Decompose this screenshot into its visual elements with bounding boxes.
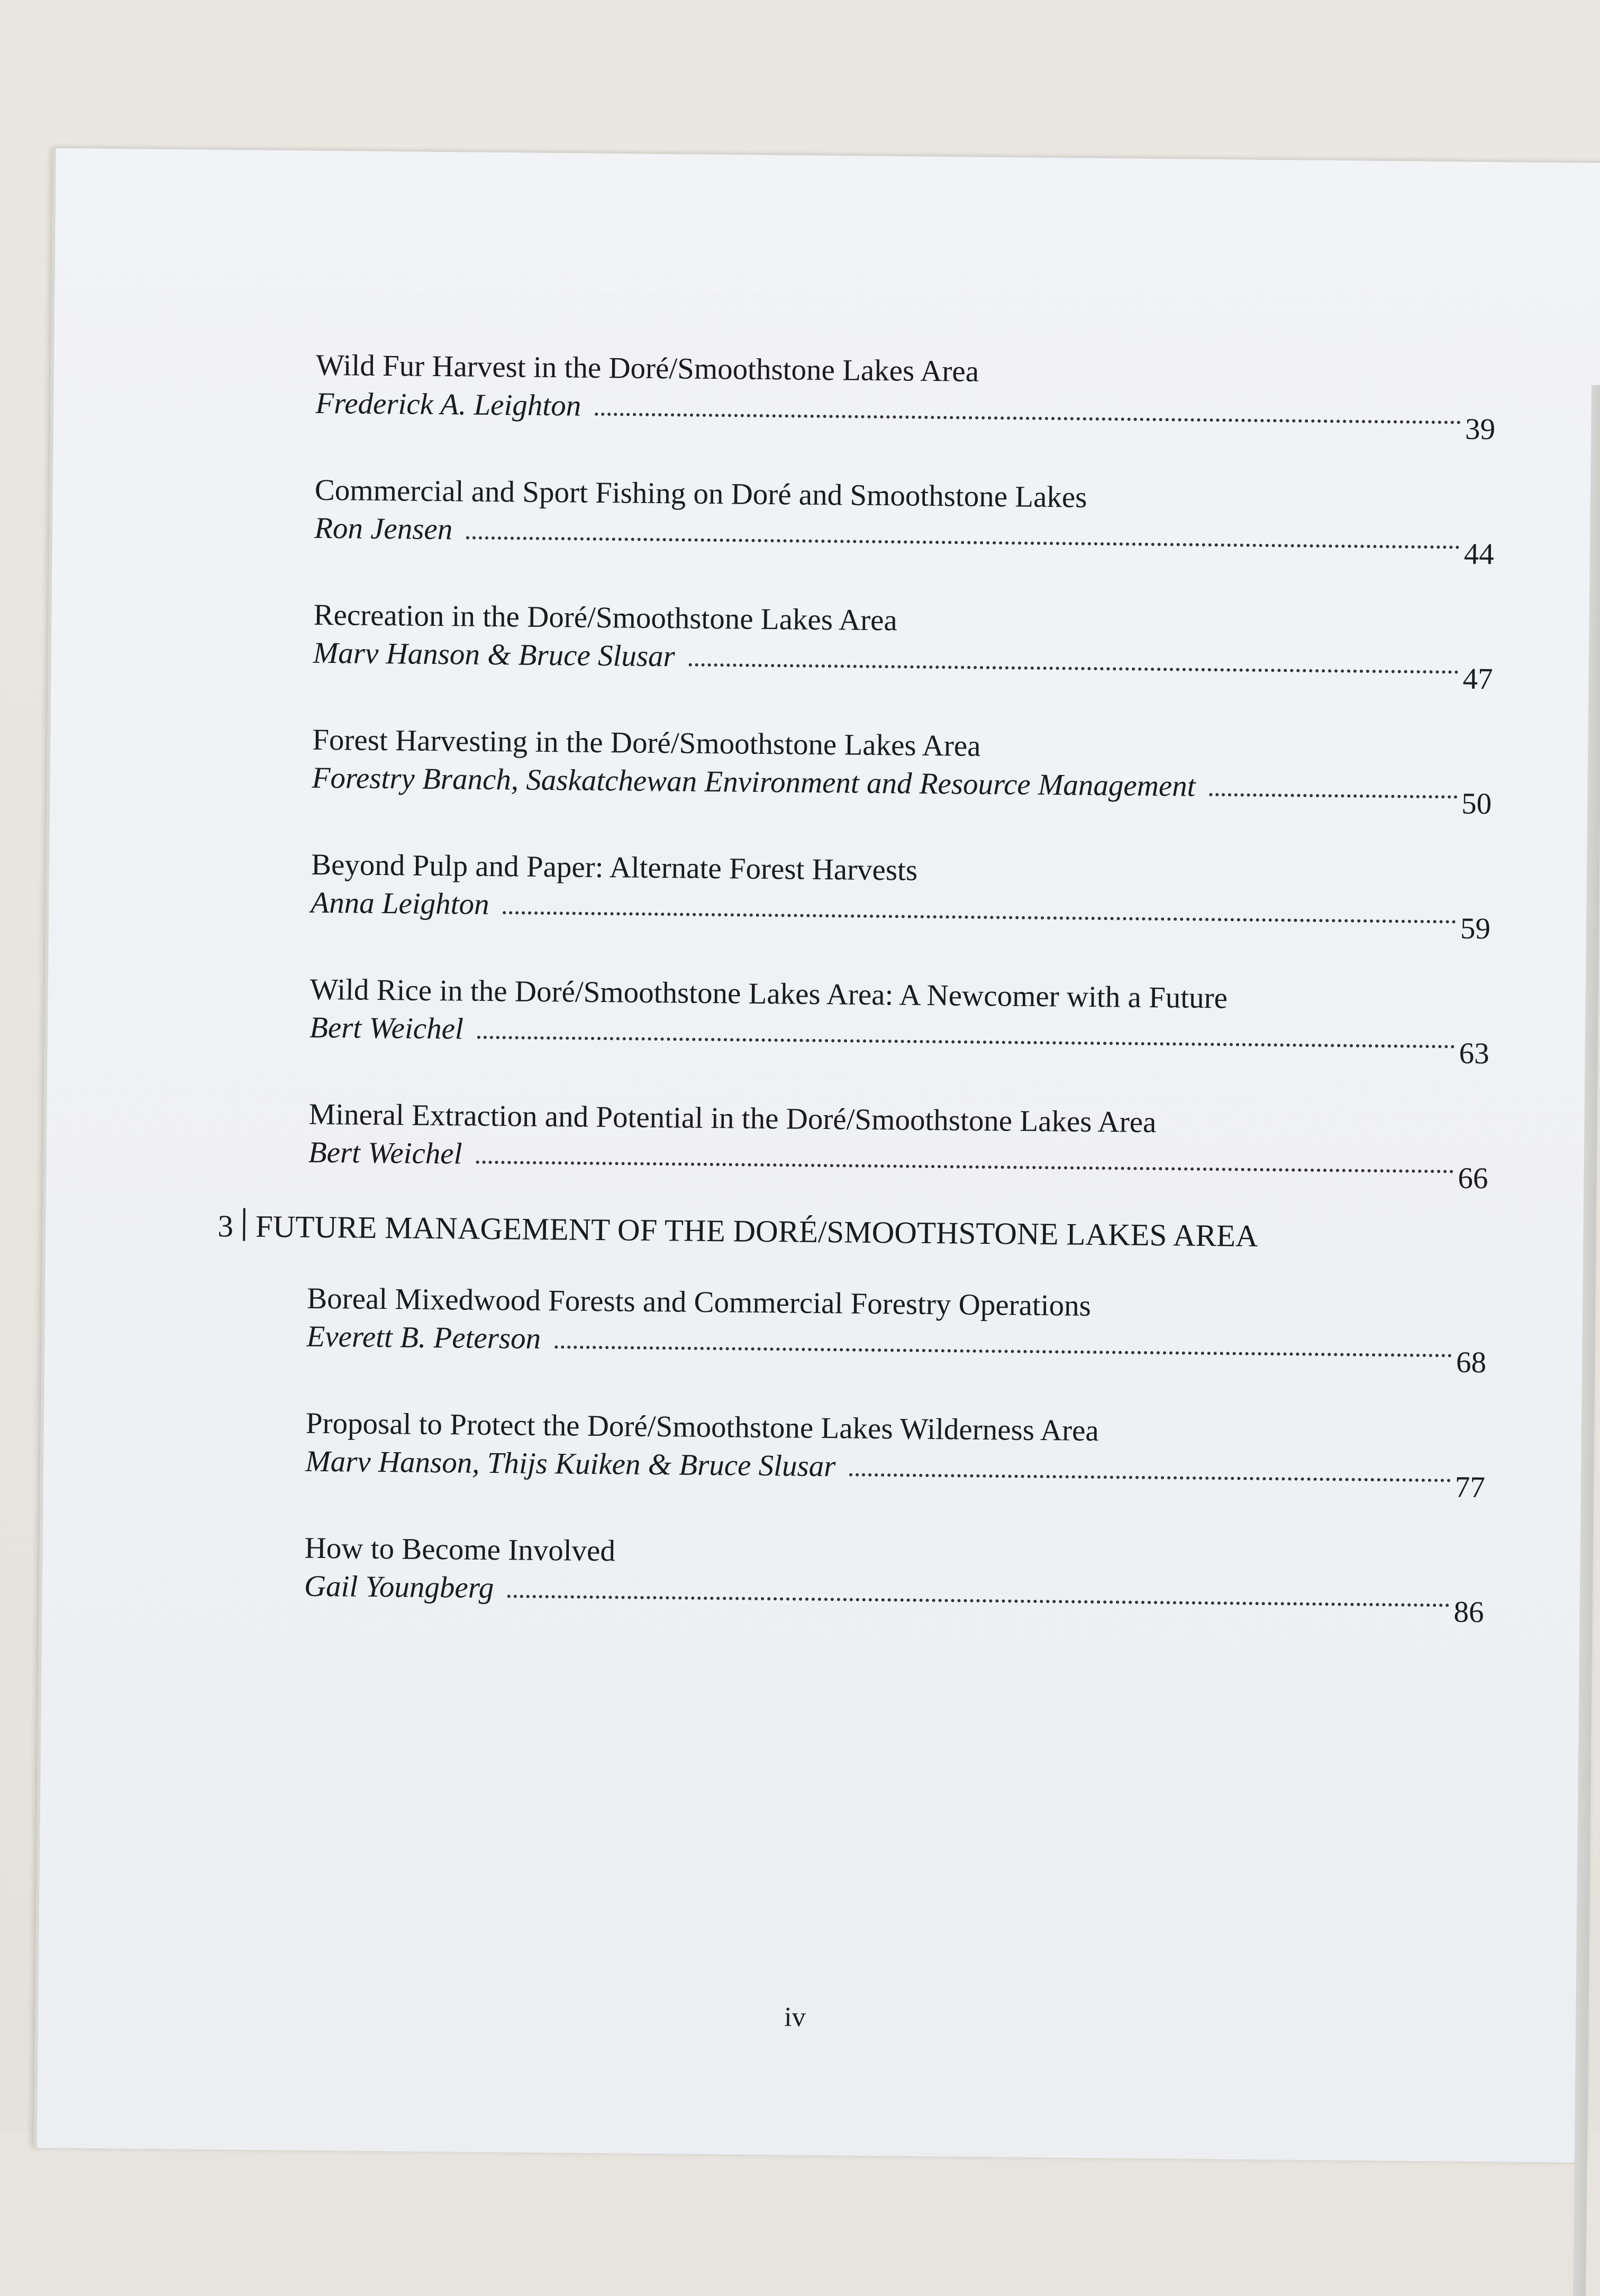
dot-leader [507,1595,1450,1607]
entry-page-number: 63 [1459,1036,1489,1071]
entry-title: Commercial and Sport Fishing on Doré and Smoothstone Lakes [314,473,1087,514]
toc-entry [311,846,1491,946]
toc-entry [304,1529,1485,1629]
entry-author: Everett B. Peterson [306,1319,541,1355]
entry-title: How to Become Involved [304,1531,616,1568]
dot-leader [466,536,1460,549]
entry-page-number: 39 [1465,412,1496,447]
entry-author: Bert Weichel [308,1135,462,1171]
entry-title: Wild Rice in the Doré/Smoothstone Lakes Area: A Newcomer with a Future [310,972,1228,1015]
entry-title: Wild Fur Harvest in the Doré/Smoothstone Lakes Area [315,348,979,388]
toc-entry [305,1405,1486,1505]
section-number: 3 [217,1208,234,1244]
entry-author: Marv Hanson & Bruce Slusar [313,636,676,673]
entry-title: Recreation in the Doré/Smoothstone Lakes Area [313,598,898,637]
dot-leader [595,413,1461,424]
toc-entry [315,347,1496,447]
entry-page-number: 59 [1460,912,1491,946]
section-title: FUTURE MANAGEMENT OF THE DORÉ/SMOOTHSTONE LAKES AREA [255,1208,1258,1253]
entry-title: Boreal Mixedwood Forests and Commercial Forestry Operations [306,1281,1092,1323]
entry-author: Anna Leighton [311,886,489,921]
entry-author: Forestry Branch, Saskatchewan Environment and Resource Management [312,761,1196,803]
entry-page-number: 66 [1458,1161,1488,1196]
entry-page-number: 50 [1461,787,1492,821]
entry-title: Forest Harvesting in the Doré/Smoothstone Lakes Area [312,723,981,763]
entry-title: Proposal to Protect the Doré/Smoothstone Lakes Wilderness Area [305,1406,1099,1448]
entry-page-number: 68 [1456,1345,1487,1380]
entry-author: Bert Weichel [309,1010,464,1046]
entry-title: Mineral Extraction and Potential in the Doré/Smoothstone Lakes Area [308,1097,1157,1140]
entry-author: Frederick A. Leighton [315,386,581,423]
dot-leader [689,663,1459,674]
entry-author: Marv Hanson, Thijs Kuiken & Bruce Slusar [305,1444,836,1483]
entry-author: Gail Youngberg [304,1569,494,1605]
toc-entry [312,721,1492,821]
section-heading [217,1204,1488,1258]
entry-title: Beyond Pulp and Paper: Alternate Forest Harvests [311,848,918,887]
dot-leader [1209,793,1457,799]
toc-entry [306,1280,1487,1380]
dot-leader [554,1345,1452,1357]
toc-entry [314,471,1495,571]
dot-leader [503,911,1456,923]
section-divider [243,1208,246,1241]
dot-leader [476,1161,1453,1173]
toc-entry [308,1096,1488,1196]
page-folio: iv [784,2002,806,2033]
entry-page-number: 77 [1454,1470,1486,1505]
book-page [34,148,1600,2163]
entry-page-number: 44 [1463,537,1495,571]
dot-leader [477,1036,1455,1049]
entry-page-number: 47 [1462,662,1493,696]
toc-entry [313,596,1494,696]
toc-entry [309,971,1490,1071]
dot-leader [849,1473,1451,1482]
table-of-contents [217,347,1496,1665]
entry-page-number: 86 [1453,1595,1484,1629]
entry-author: Ron Jensen [314,511,453,546]
